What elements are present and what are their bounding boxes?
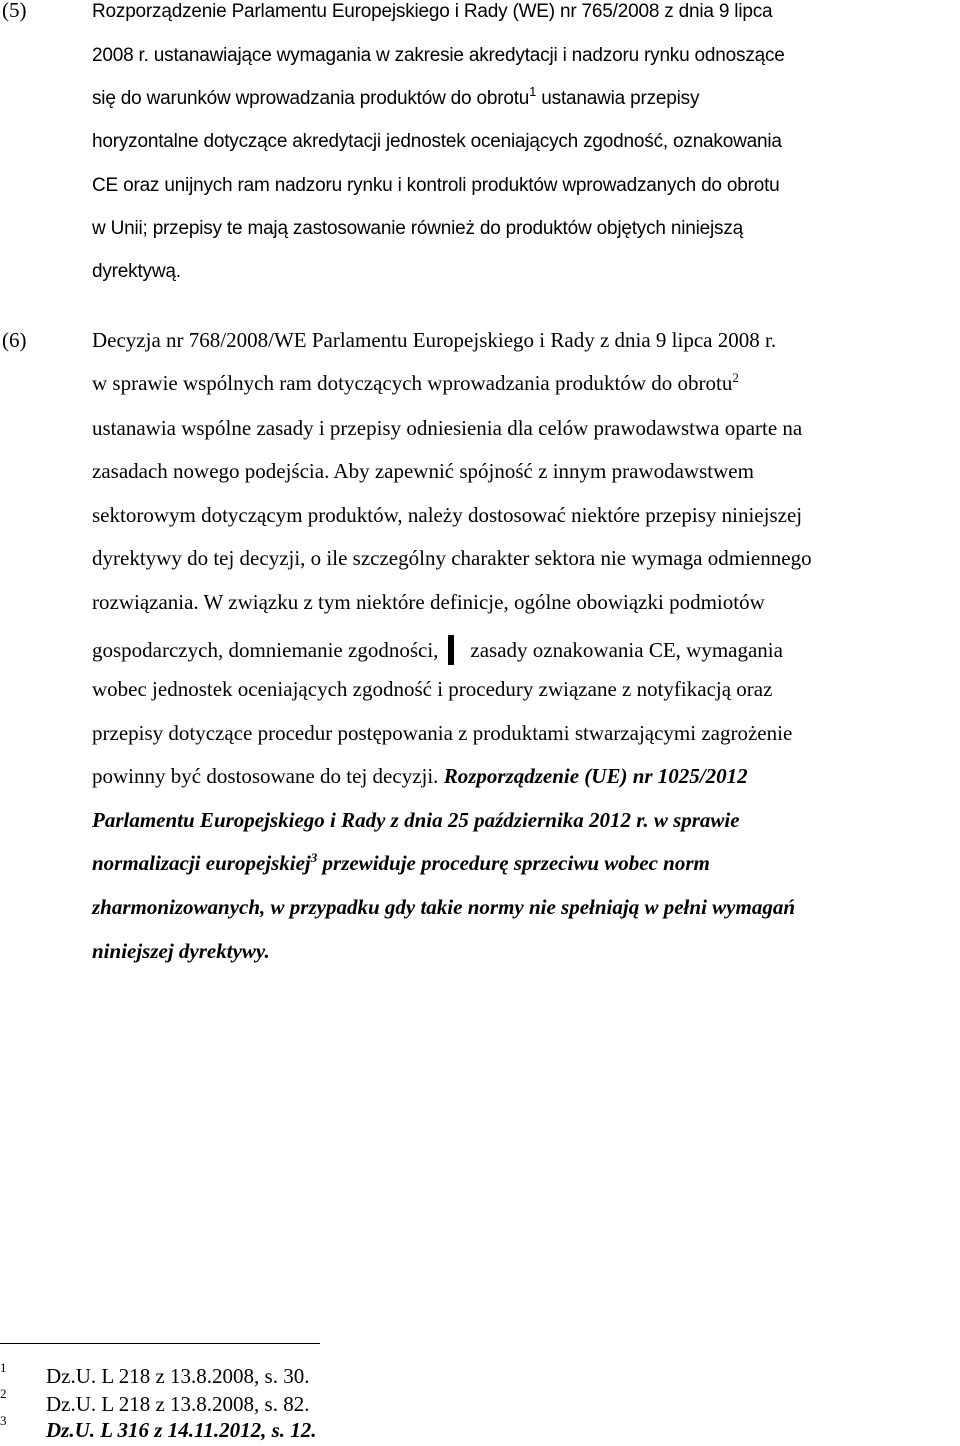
text-line: CE oraz unijnych ram nadzoru rynku i kontroli produktów wprowadzanych do obrotu: [92, 175, 780, 196]
text-line: wobec jednostek oceniających zgodność i procedury związane z notyfikacją oraz: [92, 677, 773, 701]
footnote-text: Dz.U. L 316 z 14.11.2012, s. 12.: [46, 1418, 317, 1442]
text-segment: gospodarczych, domniemanie zgodności,: [92, 638, 439, 662]
paragraph-number: (5): [2, 0, 27, 22]
text-line: dyrektywą.: [92, 261, 181, 282]
change-marker: [448, 635, 454, 665]
emphasis-line: zharmonizowanych, w przypadku gdy takie normy nie spełniają w pełni wymagań: [92, 895, 795, 919]
footnote-separator: [0, 1343, 320, 1344]
text-line: [92, 84, 700, 109]
emphasis-line: [92, 850, 710, 875]
text-line: [92, 635, 783, 665]
emphasis-line: niniejszej dyrektywy.: [92, 939, 270, 963]
text-line: w Unii; przepisy te mają zastosowanie również do produktów objętych niniejszą: [92, 218, 743, 239]
footnote-number: 1: [0, 1360, 7, 1375]
text-segment: powinny być dostosowane do tej decyzji.: [92, 764, 439, 788]
footnote-text: Dz.U. L 218 z 13.8.2008, s. 82.: [46, 1392, 310, 1416]
text-line: horyzontalne dotyczące akredytacji jednostek oceniających zgodność, oznakowania: [92, 131, 782, 152]
paragraph-number: (6): [2, 328, 27, 352]
text-segment: zasadach nowego podejścia.: [92, 459, 330, 483]
footnote-ref-1: 1: [529, 84, 537, 99]
text-segment: się do warunków wprowadzania produktów do obrotu: [92, 88, 530, 109]
text-line: rozwiązania. W związku z tym niektóre definicje, ogólne obowiązki podmiotów: [92, 590, 765, 614]
text-segment: w sprawie wspólnych ram dotyczących wprowadzania produktów do obrotu: [92, 371, 733, 395]
footnote-ref-2: 2: [732, 370, 739, 385]
text-segment: Aby zapewnić spójność z innym prawodawstwem: [333, 459, 754, 483]
text-line: 2008 r. ustanawiające wymagania w zakresie akredytacji i nadzoru rynku odnoszące: [92, 45, 785, 66]
footnote-text: Dz.U. L 218 z 13.8.2008, s. 30.: [46, 1364, 310, 1388]
emphasis-text: Rozporządzenie (UE) nr 1025/2012: [443, 764, 748, 788]
text-segment: normalizacji europejskiej: [92, 851, 311, 875]
emphasis-line: Parlamentu Europejskiego i Rady z dnia 25 października 2012 r. w sprawie: [92, 808, 740, 832]
text-line: [92, 766, 748, 787]
text-line: dyrektywy do tej decyzji, o ile szczególny charakter sektora nie wymaga odmiennego: [92, 546, 812, 570]
text-line: [92, 370, 739, 395]
text-line: Rozporządzenie Parlamentu Europejskiego i Rady (WE) nr 765/2008 z dnia 9 lipca: [92, 1, 773, 22]
footnote-number: 2: [0, 1386, 7, 1401]
footnote-number: 3: [0, 1413, 7, 1428]
text-line: sektorowym dotyczącym produktów, należy dostosować niektóre przepisy niniejszej: [92, 503, 803, 527]
footnote-ref-3: 3: [310, 850, 318, 865]
text-segment: przewiduje procedurę sprzeciwu wobec norm: [322, 851, 710, 875]
text-segment: ustanawia przepisy: [541, 88, 700, 109]
text-segment: zasady oznakowania CE, wymagania: [470, 638, 783, 662]
text-line: Decyzja nr 768/2008/WE Parlamentu Europejskiego i Rady z dnia 9 lipca 2008 r.: [92, 328, 777, 352]
text-line: ustanawia wspólne zasady i przepisy odniesienia dla celów prawodawstwa oparte na: [92, 416, 803, 440]
text-line: [92, 461, 754, 482]
text-line: przepisy dotyczące procedur postępowania z produktami stwarzającymi zagrożenie: [92, 721, 793, 745]
